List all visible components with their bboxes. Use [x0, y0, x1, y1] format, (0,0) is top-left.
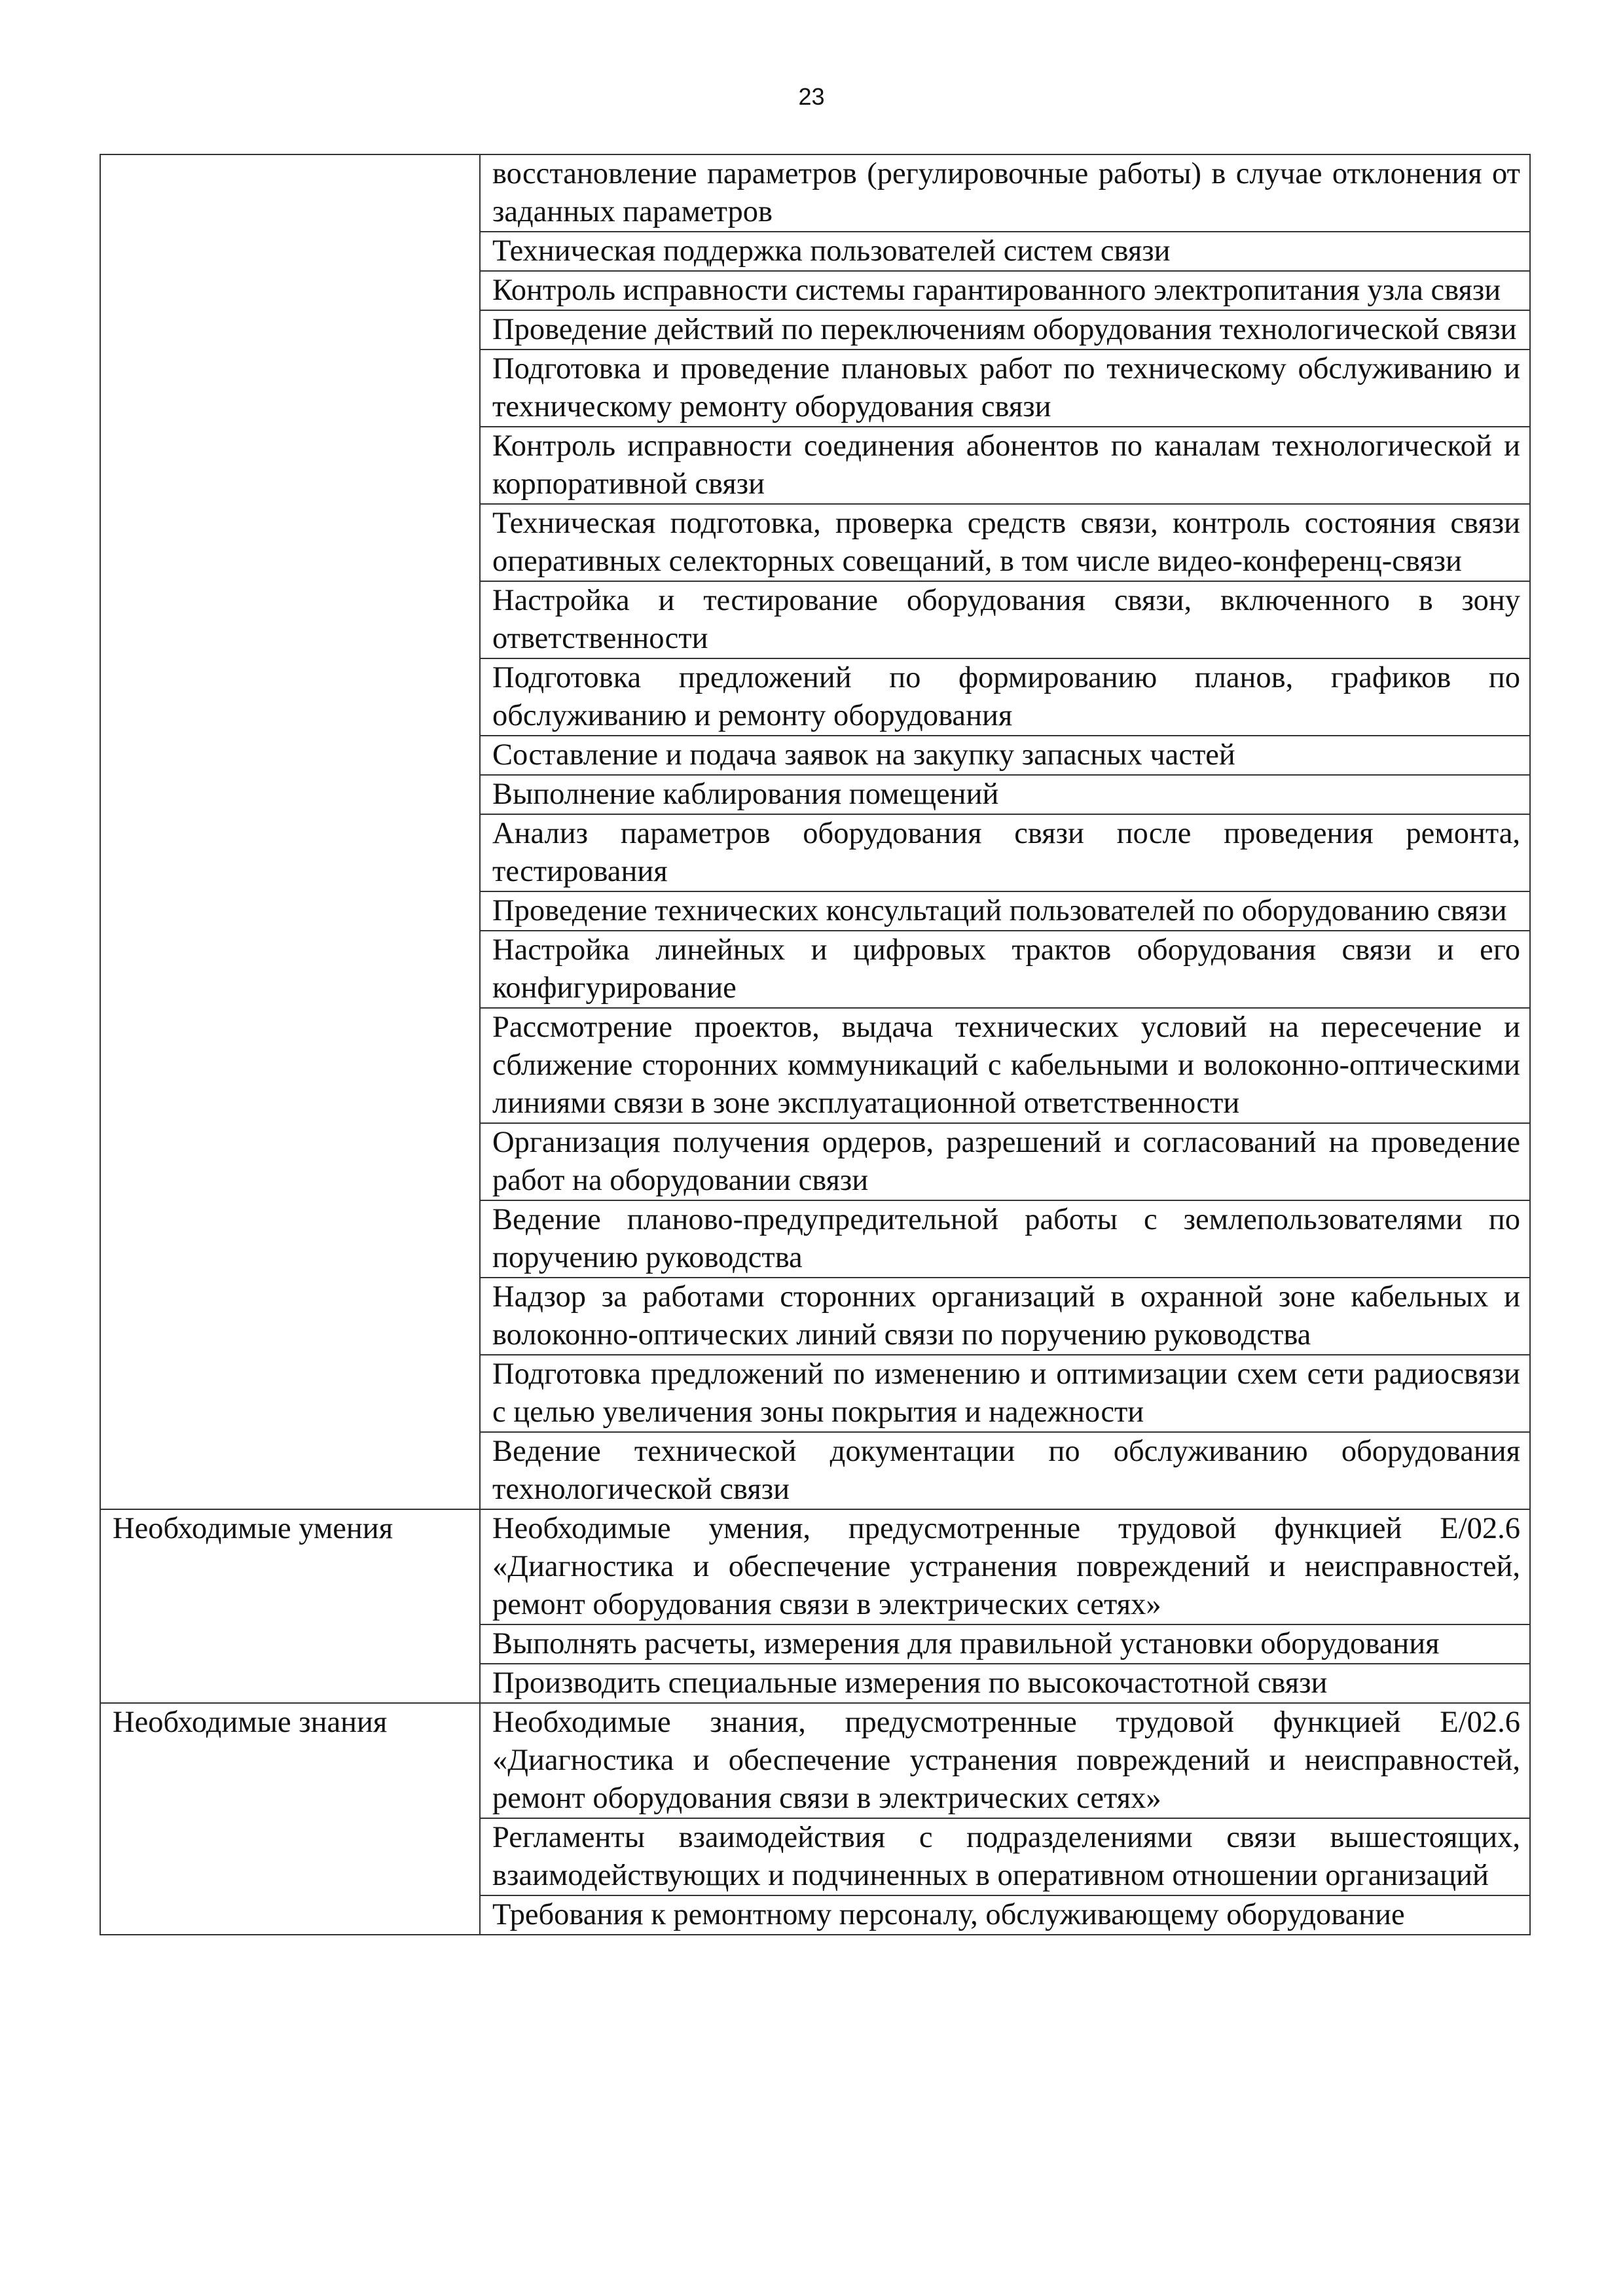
table-row	[100, 350, 1530, 427]
table-row	[100, 658, 1530, 736]
table-cell: Подготовка предложений по изменению и оптимизации схем сети радиосвязи с целью увеличения зоны покрытия и надежности	[480, 1355, 1530, 1432]
table-row	[100, 1624, 1530, 1664]
page-number: 23	[798, 83, 825, 110]
table-cell: Анализ параметров оборудования связи после проведения ремонта, тестирования	[480, 814, 1530, 891]
table-cell: восстановление параметров (регулировочные работы) в случае отклонения от заданных параметров	[480, 154, 1530, 232]
row-label	[100, 154, 480, 232]
job-function-table	[100, 154, 1531, 1935]
table-row	[100, 154, 1530, 232]
table-cell: Контроль исправности системы гарантированного электропитания узла связи	[480, 271, 1530, 310]
table-row	[100, 775, 1530, 814]
table-cell: Подготовка предложений по формированию планов, графиков по обслуживанию и ремонту оборудования	[480, 658, 1530, 736]
table-cell: Контроль исправности соединения абонентов по каналам технологической и корпоративной связи	[480, 427, 1530, 504]
table-cell: Составление и подача заявок на закупку запасных частей	[480, 736, 1530, 775]
table-cell: Подготовка и проведение плановых работ по техническому обслуживанию и техническому ремонту оборудования связи	[480, 350, 1530, 427]
table-row	[100, 1509, 1530, 1624]
table-cell: Ведение планово-предупредительной работы с землепользователями по поручению руководства	[480, 1200, 1530, 1278]
table-row	[100, 581, 1530, 658]
table-cell: Производить специальные измерения по высокочастотной связи	[480, 1664, 1530, 1703]
table-row	[100, 427, 1530, 504]
table-row	[100, 1703, 1530, 1818]
table-row	[100, 891, 1530, 931]
row-label-knowledge: Необходимые знания	[100, 1703, 480, 1818]
table-cell: Настройка и тестирование оборудования связи, включенного в зону ответственности	[480, 581, 1530, 658]
table-row	[100, 1355, 1530, 1432]
table-cell: Настройка линейных и цифровых трактов оборудования связи и его конфигурирование	[480, 931, 1530, 1008]
table-row	[100, 1008, 1530, 1123]
row-label-skills: Необходимые умения	[100, 1509, 480, 1624]
table-row	[100, 1895, 1530, 1935]
table-cell: Выполнение каблирования помещений	[480, 775, 1530, 814]
table-row	[100, 814, 1530, 891]
table-row	[100, 504, 1530, 581]
table-row	[100, 1278, 1530, 1355]
table-row	[100, 310, 1530, 350]
table-row	[100, 1818, 1530, 1895]
table-row	[100, 736, 1530, 775]
table-cell: Рассмотрение проектов, выдача технических условий на пересечение и сближение сторонних коммуникаций с кабельными и волоконно-оптическими линиями связи в зоне эксплуатационной ответственности	[480, 1008, 1530, 1123]
table-cell: Регламенты взаимодействия с подразделениями связи вышестоящих, взаимодействующих и подчиненных в оперативном отношении организаций	[480, 1818, 1530, 1895]
table-cell: Техническая поддержка пользователей систем связи	[480, 232, 1530, 271]
table-cell: Техническая подготовка, проверка средств связи, контроль состояния связи оперативных селекторных совещаний, в том числе видео-конференц-связи	[480, 504, 1530, 581]
table-row	[100, 1432, 1530, 1509]
table-cell: Проведение технических консультаций пользователей по оборудованию связи	[480, 891, 1530, 931]
table-cell: Необходимые знания, предусмотренные трудовой функцией E/02.6 «Диагностика и обеспечение устранения повреждений и неисправностей, ремонт оборудования связи в электрических сетях»	[480, 1703, 1530, 1818]
table-cell: Надзор за работами сторонних организаций в охранной зоне кабельных и волоконно-оптических линий связи по поручению руководства	[480, 1278, 1530, 1355]
table-row	[100, 1123, 1530, 1200]
table-row	[100, 232, 1530, 271]
table-row	[100, 271, 1530, 310]
table-cell: Проведение действий по переключениям оборудования технологической связи	[480, 310, 1530, 350]
table-cell: Требования к ремонтному персоналу, обслуживающему оборудование	[480, 1895, 1530, 1935]
table-cell: Выполнять расчеты, измерения для правильной установки оборудования	[480, 1624, 1530, 1664]
table-row	[100, 1200, 1530, 1278]
table-row	[100, 1664, 1530, 1703]
table-cell: Необходимые умения, предусмотренные трудовой функцией E/02.6 «Диагностика и обеспечение устранения повреждений и неисправностей, ремонт оборудования связи в электрических сетях»	[480, 1509, 1530, 1624]
table-row	[100, 931, 1530, 1008]
table-cell: Ведение технической документации по обслуживанию оборудования технологической связи	[480, 1432, 1530, 1509]
table-cell: Организация получения ордеров, разрешений и согласований на проведение работ на оборудовании связи	[480, 1123, 1530, 1200]
